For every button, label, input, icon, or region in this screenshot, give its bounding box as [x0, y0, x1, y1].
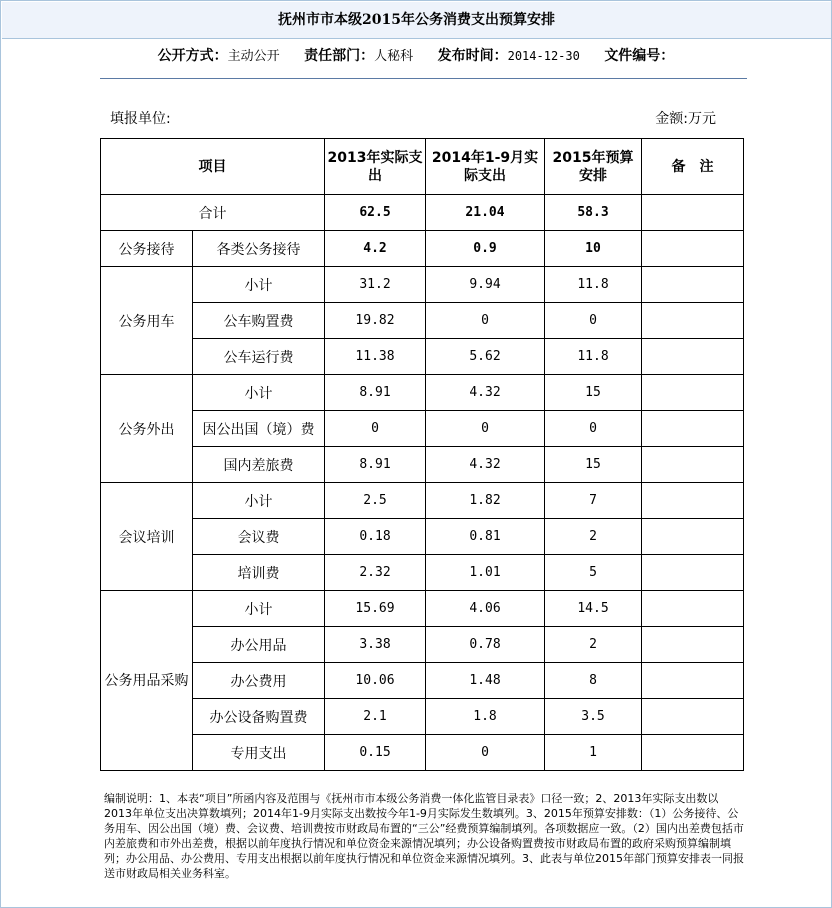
- value-2015: 14.5: [545, 591, 642, 627]
- budget-table: [100, 138, 744, 771]
- value-2014: 1.8: [426, 699, 545, 735]
- value-2015: 7: [545, 483, 642, 519]
- value-2014: 1.48: [426, 663, 545, 699]
- value-2014: 0: [426, 411, 545, 447]
- row-remark: [642, 735, 744, 771]
- row-remark: [642, 339, 744, 375]
- page-title: 抚州市市本级2015年公务消费支出预算安排: [2, 2, 831, 39]
- row-remark: [642, 375, 744, 411]
- publish-date-label: 发布时间：: [437, 48, 508, 64]
- meta-info-bar: [0, 37, 832, 75]
- value-2015: 0: [545, 411, 642, 447]
- group-supplies: 公务用品采购: [101, 591, 193, 771]
- header-2014: 2014年1-9月实际支出: [426, 139, 545, 195]
- value-2013: 2.32: [325, 555, 426, 591]
- value-2014: 5.62: [426, 339, 545, 375]
- value-2015: 2: [545, 627, 642, 663]
- value-2015: 0: [545, 303, 642, 339]
- publish-date-value: 2014-12-30: [507, 49, 580, 63]
- table-row: [101, 411, 744, 447]
- group-reception: 公务接待: [101, 231, 193, 267]
- row-label: 小计: [193, 267, 325, 303]
- value-2013: 8.91: [325, 447, 426, 483]
- row-label: 培训费: [193, 555, 325, 591]
- row-remark: [642, 627, 744, 663]
- value-2015: 1: [545, 735, 642, 771]
- department-value: 人秘科: [374, 49, 414, 64]
- table-row: [101, 375, 744, 411]
- value-2014: 0: [426, 303, 545, 339]
- value-2013: 11.38: [325, 339, 426, 375]
- value-2015: 2: [545, 519, 642, 555]
- group-vehicle: 公务用车: [101, 267, 193, 375]
- header-remark: 备 注: [642, 139, 744, 195]
- row-label: 会议费: [193, 519, 325, 555]
- value-2014: 0: [426, 735, 545, 771]
- value-2013: 0.15: [325, 735, 426, 771]
- value-2014: 0.78: [426, 627, 545, 663]
- row-remark: [642, 447, 744, 483]
- value-2013: 8.91: [325, 375, 426, 411]
- table-row: [101, 699, 744, 735]
- header-item: 项目: [101, 139, 325, 195]
- value-2013: 15.69: [325, 591, 426, 627]
- header-2015: 2015年预算安排: [545, 139, 642, 195]
- header-divider: [100, 78, 747, 79]
- row-label: 公车运行费: [193, 339, 325, 375]
- value-2014: 4.06: [426, 591, 545, 627]
- row-remark: [642, 483, 744, 519]
- row-label: 公车购置费: [193, 303, 325, 339]
- row-remark: [642, 699, 744, 735]
- row-label: 小计: [193, 591, 325, 627]
- value-2014: 4.32: [426, 375, 545, 411]
- table-row: [101, 267, 744, 303]
- reception-remark: [642, 231, 744, 267]
- open-method-label: 公开方式：: [157, 48, 228, 64]
- total-2014: 21.04: [426, 195, 545, 231]
- value-2013: 2.1: [325, 699, 426, 735]
- value-2013: 0.18: [325, 519, 426, 555]
- reception-2014: 0.9: [426, 231, 545, 267]
- row-label: 办公费用: [193, 663, 325, 699]
- table-row: [101, 663, 744, 699]
- row-label: 小计: [193, 483, 325, 519]
- reception-2015: 10: [545, 231, 642, 267]
- reception-label: 各类公务接待: [193, 231, 325, 267]
- group-meeting: 会议培训: [101, 483, 193, 591]
- table-row-total: [101, 195, 744, 231]
- table-header-row: [101, 139, 744, 195]
- row-label: 因公出国（境）费: [193, 411, 325, 447]
- table-row: [101, 519, 744, 555]
- value-2013: 0: [325, 411, 426, 447]
- total-label: 合计: [101, 195, 325, 231]
- header-2013: 2013年实际支出: [325, 139, 426, 195]
- value-2013: 2.5: [325, 483, 426, 519]
- department-label: 责任部门：: [304, 48, 375, 64]
- value-2014: 1.82: [426, 483, 545, 519]
- row-remark: [642, 267, 744, 303]
- total-2013: 62.5: [325, 195, 426, 231]
- row-remark: [642, 591, 744, 627]
- compilation-note: 编制说明：1、本表“项目”所函内容及范围与《抚州市市本级公务消费一体化监管目录表》口径一致；2、2013年实际支出数以2013年单位支出决算数填列；2014年1-9月实际支出数按今年1-9月实际发生数填列。3、2015年预算安排数：（1）公务接待、公务用车、因公出国（境）费、会议费、培训费按市财政局布置的“三公”经费预算编制填列。各项数据应一致。（2）国内出差费包括市内差旅费和市外出差费，根据以前年度执行情况和单位资金来源情况填列；办公设备购置费按市财政局布置的政府采购预算编制填列；办公用品、办公费用、专用支出根据以前年度执行情况和单位资金来源情况填列。3、此表与单位2015年部门预算安排表一同报送市财政局相关业务科室。: [104, 792, 744, 880]
- row-remark: [642, 303, 744, 339]
- row-label: 专用支出: [193, 735, 325, 771]
- value-2014: 9.94: [426, 267, 545, 303]
- row-label: 小计: [193, 375, 325, 411]
- value-2013: 10.06: [325, 663, 426, 699]
- table-row: [101, 447, 744, 483]
- value-2015: 11.8: [545, 339, 642, 375]
- value-2013: 31.2: [325, 267, 426, 303]
- value-2013: 3.38: [325, 627, 426, 663]
- table-row: [101, 627, 744, 663]
- table-row-reception: [101, 231, 744, 267]
- value-2014: 1.01: [426, 555, 545, 591]
- total-remark: [642, 195, 744, 231]
- row-remark: [642, 663, 744, 699]
- value-2015: 15: [545, 447, 642, 483]
- row-remark: [642, 519, 744, 555]
- row-label: 国内差旅费: [193, 447, 325, 483]
- value-2013: 19.82: [325, 303, 426, 339]
- table-row: [101, 303, 744, 339]
- row-remark: [642, 411, 744, 447]
- value-2014: 4.32: [426, 447, 545, 483]
- table-row: [101, 339, 744, 375]
- value-2015: 15: [545, 375, 642, 411]
- reporting-unit-label: 填报单位:: [110, 111, 171, 127]
- value-2015: 8: [545, 663, 642, 699]
- table-row: [101, 591, 744, 627]
- table-row: [101, 555, 744, 591]
- value-2014: 0.81: [426, 519, 545, 555]
- group-travel: 公务外出: [101, 375, 193, 483]
- open-method-value: 主动公开: [227, 49, 280, 64]
- value-2015: 5: [545, 555, 642, 591]
- total-2015: 58.3: [545, 195, 642, 231]
- row-remark: [642, 555, 744, 591]
- row-label: 办公用品: [193, 627, 325, 663]
- value-2015: 3.5: [545, 699, 642, 735]
- amount-unit-label: 金额:万元: [655, 111, 716, 127]
- table-row: [101, 483, 744, 519]
- table-row: [101, 735, 744, 771]
- document-number-label: 文件编号：: [604, 48, 675, 64]
- value-2015: 11.8: [545, 267, 642, 303]
- reception-2013: 4.2: [325, 231, 426, 267]
- row-label: 办公设备购置费: [193, 699, 325, 735]
